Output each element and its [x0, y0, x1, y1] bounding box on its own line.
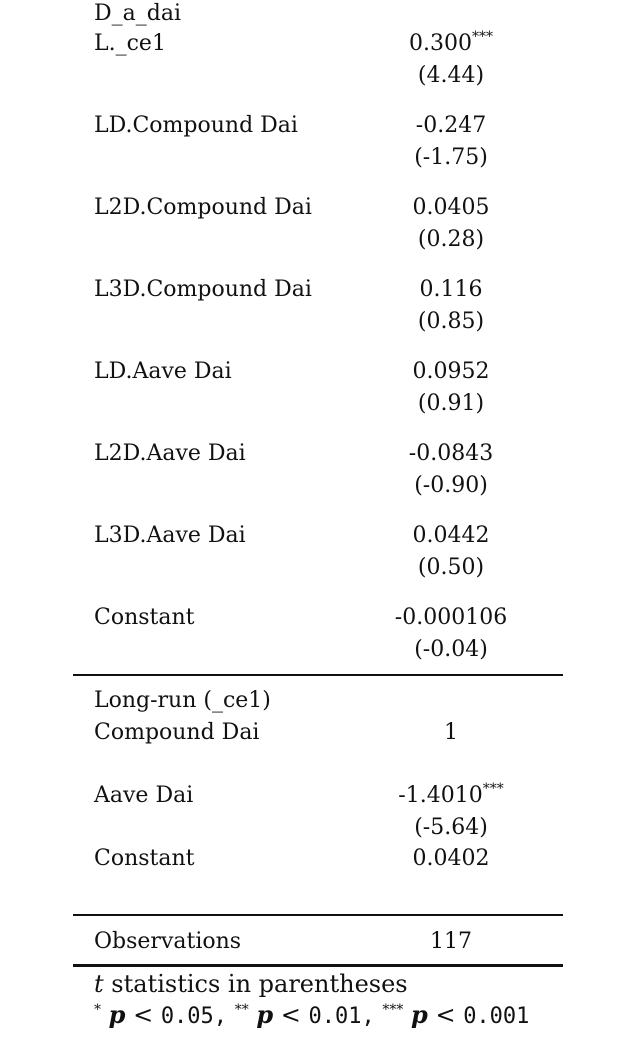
- row-label: L3D.Compound Dai: [94, 277, 312, 302]
- section-divider: [73, 674, 563, 676]
- row-label: L2D.Compound Dai: [94, 195, 312, 220]
- t-statistic: (0.91): [417, 391, 485, 416]
- t-statistic: (4.44): [417, 63, 485, 88]
- coefficient: 0.0405: [412, 195, 490, 220]
- row-label: L._ce1: [94, 31, 166, 56]
- t-statistic: (0.85): [417, 309, 485, 334]
- table-note-tstats: t statistics in parentheses: [94, 970, 408, 998]
- row-label: Constant: [94, 605, 195, 630]
- coefficient: 0.0442: [412, 523, 490, 548]
- coefficient: -1.4010***: [398, 781, 504, 808]
- significance-stars: ***: [471, 29, 493, 45]
- t-statistic: (-0.04): [414, 637, 488, 662]
- row-label: LD.Aave Dai: [94, 359, 232, 384]
- row-label: L2D.Aave Dai: [94, 441, 246, 466]
- row-label: L3D.Aave Dai: [94, 523, 246, 548]
- coefficient: 0.300***: [409, 29, 493, 56]
- coefficient: 1: [444, 720, 458, 745]
- row-label: Compound Dai: [94, 720, 260, 745]
- dependent-variable-label: D_a_dai: [94, 1, 181, 26]
- coefficient: 0.0402: [412, 846, 490, 871]
- t-statistic: (-1.75): [414, 145, 488, 170]
- row-label: Constant: [94, 846, 195, 871]
- section-divider: [73, 914, 563, 916]
- t-statistic: (0.28): [417, 227, 485, 252]
- row-label: Aave Dai: [94, 783, 194, 808]
- observations-value: 117: [430, 929, 472, 954]
- observations-label: Observations: [94, 929, 242, 954]
- t-statistic: (-0.90): [414, 473, 488, 498]
- t-statistic: (0.50): [417, 555, 485, 580]
- coefficient: -0.0843: [408, 441, 494, 466]
- significance-stars: ***: [482, 781, 504, 797]
- coefficient: -0.247: [415, 113, 487, 138]
- coefficient: 0.116: [419, 277, 483, 302]
- t-statistic: (-5.64): [414, 815, 488, 840]
- coefficient: 0.0952: [412, 359, 490, 384]
- long-run-header: Long-run (_ce1): [94, 688, 271, 713]
- row-label: LD.Compound Dai: [94, 113, 298, 138]
- table-note-significance: * p < 0.05, ** p < 0.01, *** p < 0.001: [94, 1000, 530, 1029]
- coefficient: -0.000106: [394, 605, 508, 630]
- table-bottom-rule: [73, 964, 563, 967]
